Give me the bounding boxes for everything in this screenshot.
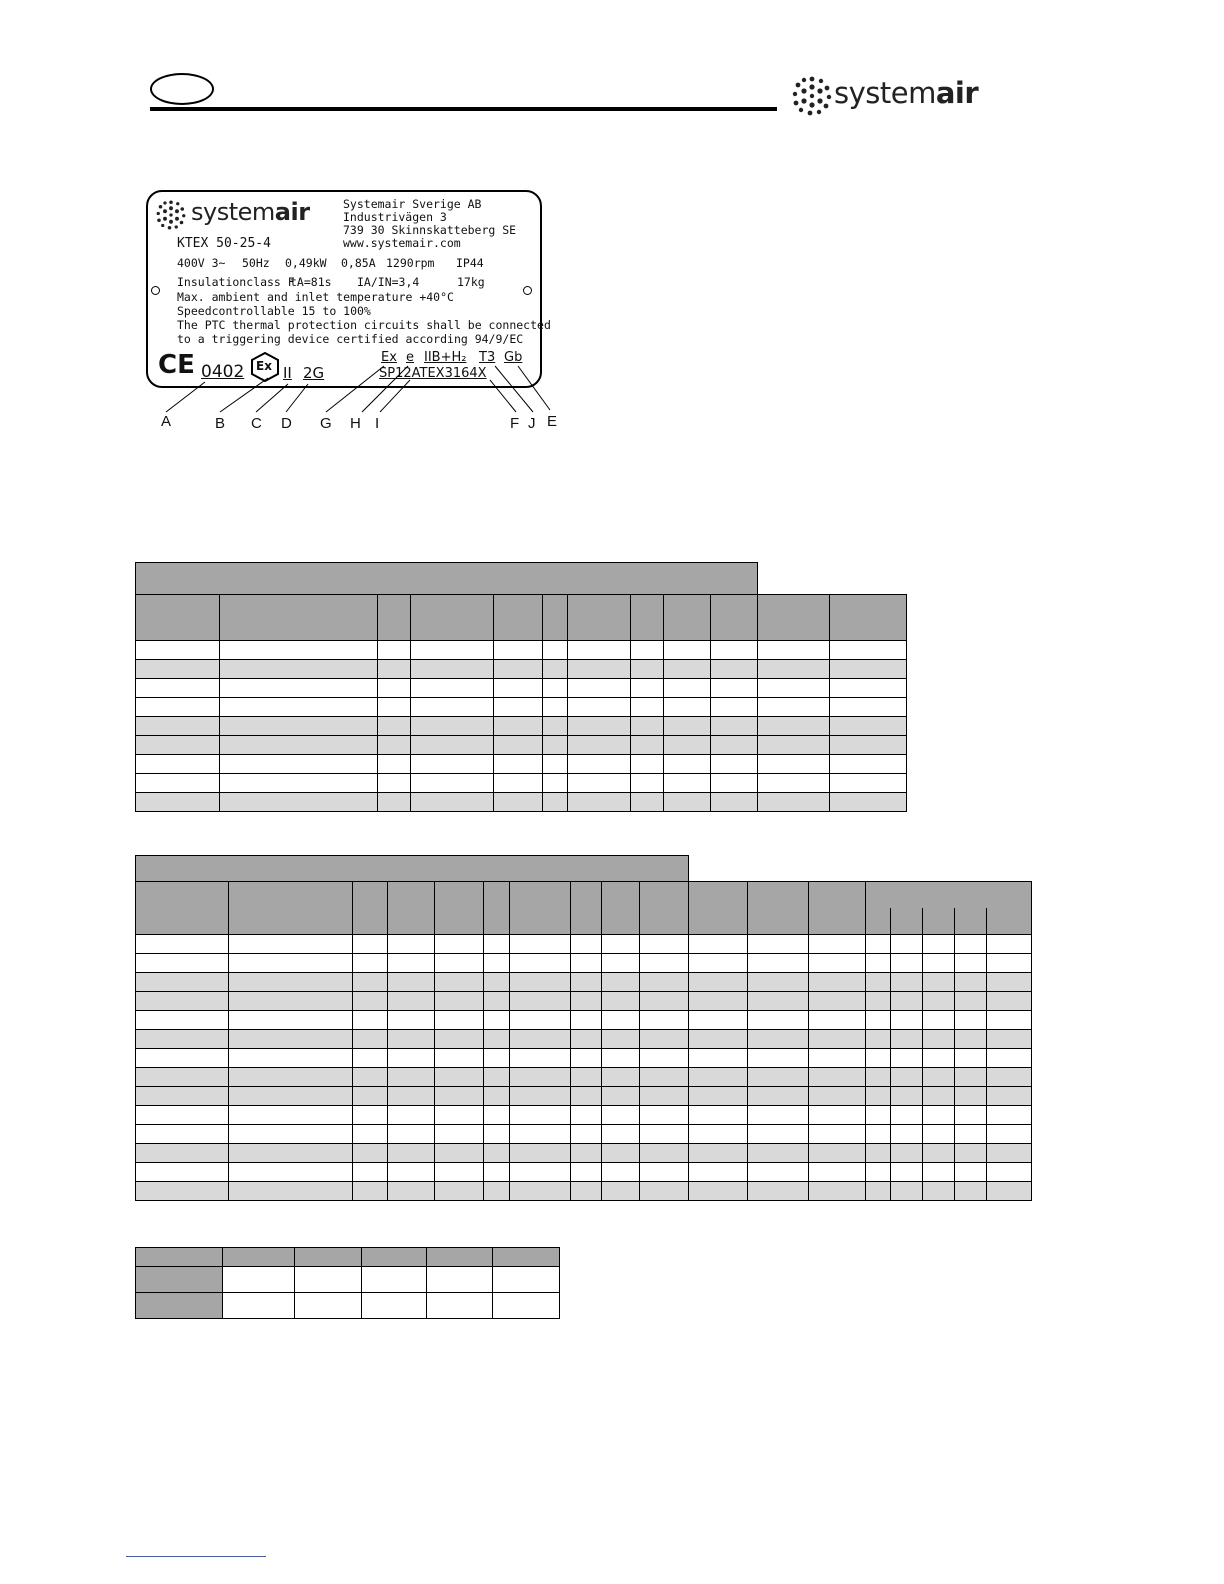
table-row	[136, 660, 907, 679]
table-row	[136, 1144, 1032, 1163]
temperature-class: T3	[479, 350, 496, 365]
plate-company: Systemair Sverige AB	[343, 197, 482, 211]
table-3-header-row	[136, 1248, 560, 1267]
table-2-title	[136, 856, 689, 882]
table-2	[135, 855, 1032, 1201]
plate-ptc-line1: The PTC thermal protection circuits shall be connected	[177, 318, 551, 332]
logo-wordmark: systemair	[834, 76, 979, 110]
table-row	[136, 1049, 1032, 1068]
table-2-title-row	[136, 856, 1032, 882]
plate-speedctrl: Speedcontrollable 15 to 100%	[177, 304, 371, 318]
plate-ambient: Max. ambient and inlet temperature +40°C	[177, 290, 454, 304]
callout-h: H	[350, 415, 361, 432]
plate-ptc-line2: to a triggering device certified according 94/9/EC	[177, 332, 524, 346]
plate-voltage: 400V 3~	[177, 256, 226, 270]
plate-logo	[156, 198, 336, 234]
systemair-logo-icon	[792, 76, 832, 116]
table-1-title	[136, 563, 758, 595]
table-row	[136, 698, 907, 717]
table-row	[136, 1030, 1032, 1049]
ex-marking: Ex	[381, 350, 397, 365]
table-row	[136, 755, 907, 774]
certificate-number: SP12ATEX3164X	[379, 366, 487, 381]
plate-insulation: Insulationclass F	[177, 275, 295, 289]
equipment-category: 2G	[303, 364, 325, 382]
table-row	[136, 679, 907, 698]
table-row	[136, 1163, 1032, 1182]
callout-a: A	[161, 413, 172, 430]
table-1	[135, 562, 907, 812]
equipment-group: II	[283, 364, 292, 382]
table-row	[136, 1106, 1032, 1125]
language-badge	[150, 73, 214, 105]
mounting-hole-right	[523, 286, 532, 295]
plate-street: Industrivägen 3	[343, 210, 447, 224]
equipment-protection-level: Gb	[504, 350, 523, 365]
plate-logo-icon	[156, 200, 186, 230]
ce-mark: CE	[158, 350, 195, 380]
table-row	[136, 641, 907, 660]
callout-f: F	[510, 415, 520, 432]
table-row	[136, 774, 907, 793]
table-row	[136, 992, 1032, 1011]
systemair-logo	[792, 74, 992, 118]
table-2-header-row	[136, 882, 1032, 908]
table-row	[136, 935, 1032, 954]
table-row	[136, 1125, 1032, 1144]
callout-b: B	[215, 415, 226, 432]
callout-e: E	[547, 413, 558, 430]
table-1-title-blank	[757, 563, 906, 595]
table-row	[136, 973, 1032, 992]
plate-weight: 17kg	[457, 275, 485, 289]
table-2-title-blank	[688, 856, 1031, 882]
protection-type: e	[406, 350, 414, 365]
table-row	[136, 1267, 560, 1293]
callout-i: I	[375, 415, 380, 432]
notified-body-number: 0402	[201, 362, 245, 382]
header-rule	[150, 107, 777, 111]
mounting-hole-left	[151, 286, 160, 295]
table-1-header-row	[136, 595, 907, 641]
plate-model: KTEX 50-25-4	[177, 236, 271, 251]
plate-web: www.systemair.com	[343, 236, 461, 250]
ex-hexagon-label: Ex	[256, 359, 272, 373]
plate-logo-wordmark: systemair	[191, 198, 310, 226]
plate-ip: IP44	[456, 256, 484, 270]
plate-speed: 1290rpm	[386, 256, 435, 270]
callout-j: J	[528, 415, 536, 432]
plate-power: 0,49kW	[285, 256, 327, 270]
table-row	[136, 1011, 1032, 1030]
table-row	[136, 717, 907, 736]
callout-d: D	[281, 415, 292, 432]
plate-frequency: 50Hz	[242, 256, 270, 270]
footer-link-underline[interactable]	[126, 1556, 266, 1557]
table-row	[136, 1182, 1032, 1201]
plate-current: 0,85A	[341, 256, 376, 270]
table-row	[136, 1087, 1032, 1106]
table-row	[136, 793, 907, 812]
table-row	[136, 1068, 1032, 1087]
table-row	[136, 736, 907, 755]
table-row	[136, 954, 1032, 973]
gas-group: IIB+H₂	[424, 350, 467, 365]
callout-g: G	[320, 415, 332, 432]
callout-c: C	[251, 415, 262, 432]
plate-ta: tA=81s	[290, 275, 332, 289]
plate-ratio: IA/IN=3,4	[357, 275, 420, 289]
table-1-title-row	[136, 563, 907, 595]
plate-city: 739 30 Skinnskatteberg SE	[343, 223, 517, 237]
table-row	[136, 1293, 560, 1319]
table-3	[135, 1247, 560, 1319]
